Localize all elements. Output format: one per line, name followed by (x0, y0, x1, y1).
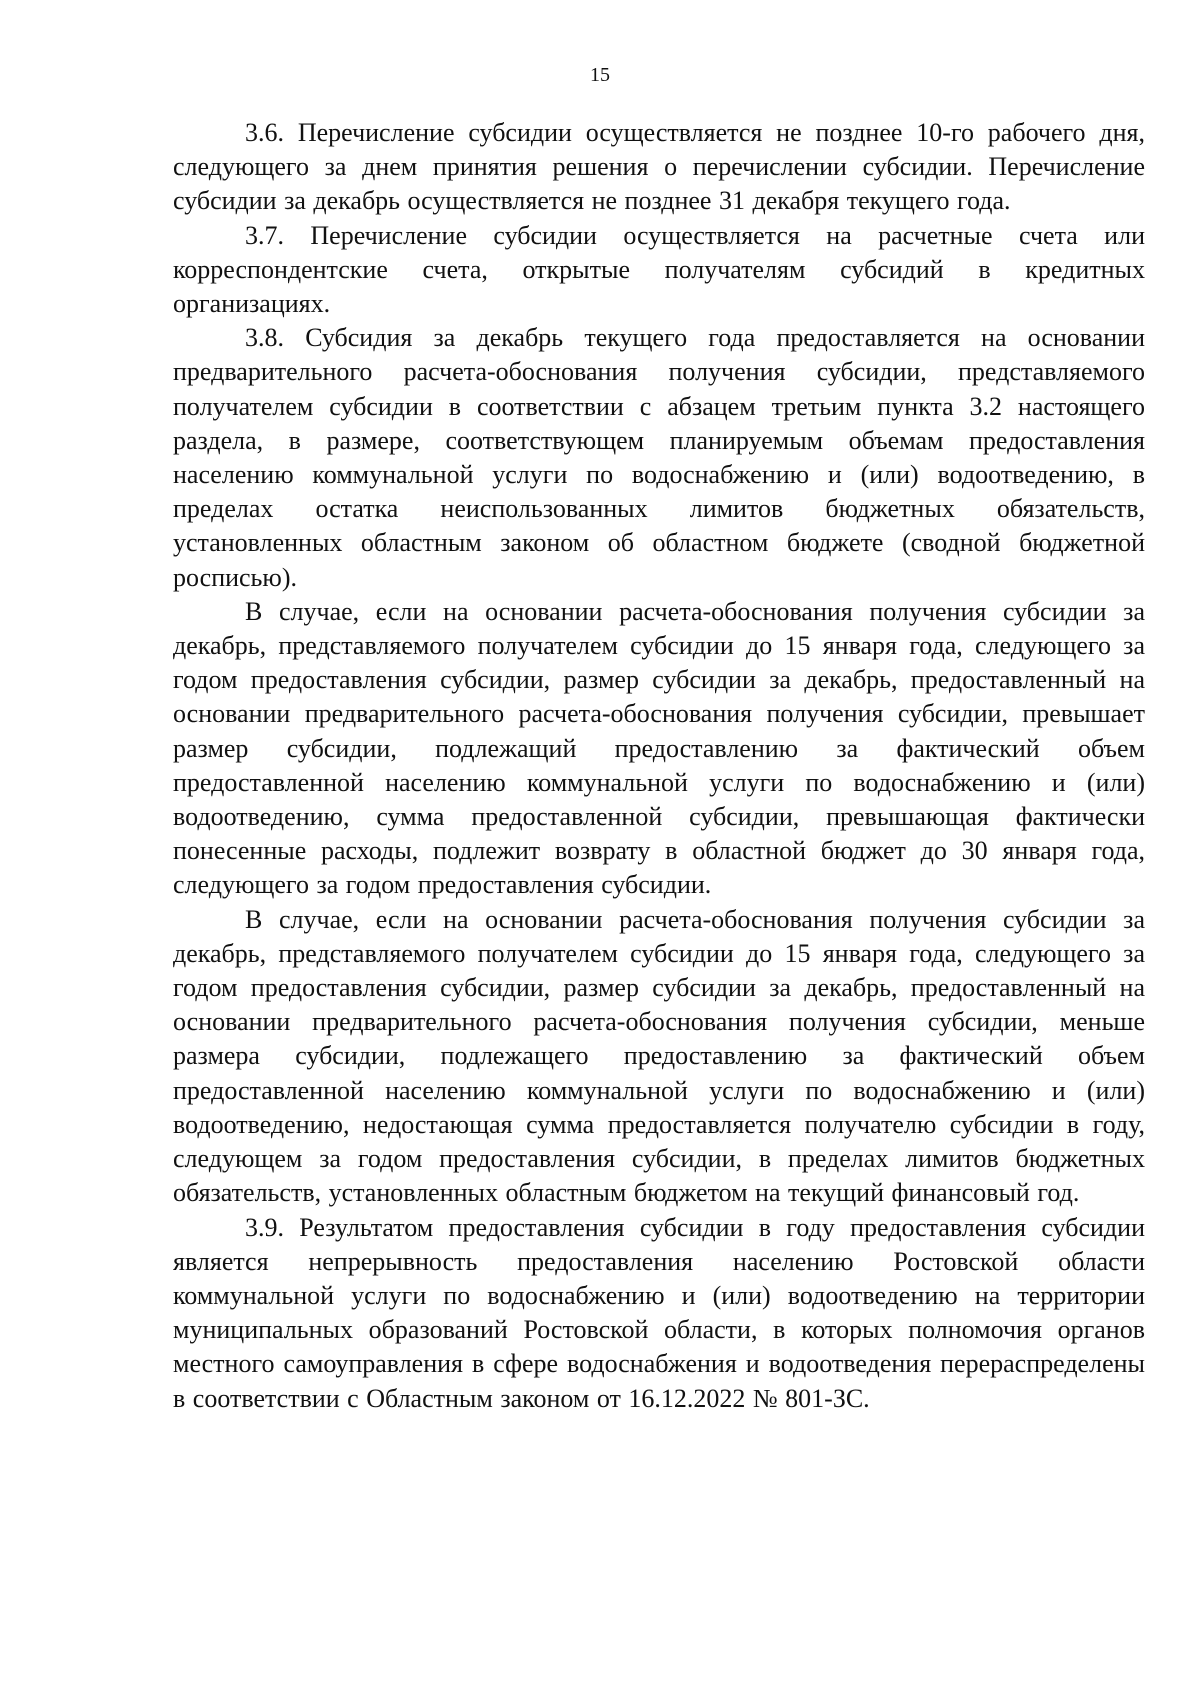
page-number: 15 (590, 64, 610, 86)
paragraph-3-8: 3.8. Субсидия за декабрь текущего года предоставляется на основании предварительного расчета-обоснования получения субсидии, представляемого получателем субсидии в соответствии с абзацем третьим пункта 3.2 настоящего раздела, в размере, соответствующем планируемым объемам предоставления населению коммунальной услуги по водоснабжению и (или) водоотведению, в пределах остатка неиспользованных лимитов бюджетных обязательств, установленных областным законом об областном бюджете (сводной бюджетной росписью). (173, 323, 1145, 592)
paragraph-3-6: 3.6. Перечисление субсидии осуществляется не позднее 10-го рабочего дня, следующего за днем принятия решения о перечислении субсидии. Перечисление субсидии за декабрь осуществляется не позднее 31 декабря текущего года. (173, 118, 1145, 216)
paragraph-3-7: 3.7. Перечисление субсидии осуществляется на расчетные счета или корреспондентские счета, открытые получателям субсидий в кредитных организациях. (173, 220, 1145, 319)
paragraph-3-9: 3.9. Результатом предоставления субсидии в году предоставления субсидии является непрерывность предоставления населению Ростовской области коммунальной услуги по водоснабжению и (или) водоотведению на территории муниципальных образований Ростовской области, в которых полномочия органов местного самоуправления в сфере водоснабжения и водоотведения перераспределены в соответствии с Областным законом от 16.12.2022 № 801-ЗС. (173, 1212, 1145, 1413)
document-body (173, 116, 1145, 1416)
paragraph-overpayment-case: В случае, если на основании расчета-обоснования получения субсидии за декабрь, представляемого получателем субсидии до 15 января года, следующего за годом предоставления субсидии, размер субсидии за декабрь, предоставленный на основании предварительного расчета-обоснования получения субсидии, превышает размер субсидии, подлежащий предоставлению за фактический объем предоставленной населению коммунальной услуги по водоснабжению и (или) водоотведению, сумма предоставленной субсидии, превышающая фактически понесенные расходы, подлежит возврату в областной бюджет до 30 января года, следующего за годом предоставления субсидии. (173, 596, 1145, 900)
paragraph-underpayment-case: В случае, если на основании расчета-обоснования получения субсидии за декабрь, представляемого получателем субсидии до 15 января года, следующего за годом предоставления субсидии, размер субсидии за декабрь, предоставленный на основании предварительного расчета-обоснования получения субсидии, меньше размера субсидии, подлежащего предоставлению за фактический объем предоставленной населению коммунальной услуги по водоснабжению и (или) водоотведению, недостающая сумма предоставляется получателю субсидии в году, следующем за годом предоставления субсидии, в пределах лимитов бюджетных обязательств, установленных областным бюджетом на текущий финансовый год. (173, 904, 1145, 1208)
